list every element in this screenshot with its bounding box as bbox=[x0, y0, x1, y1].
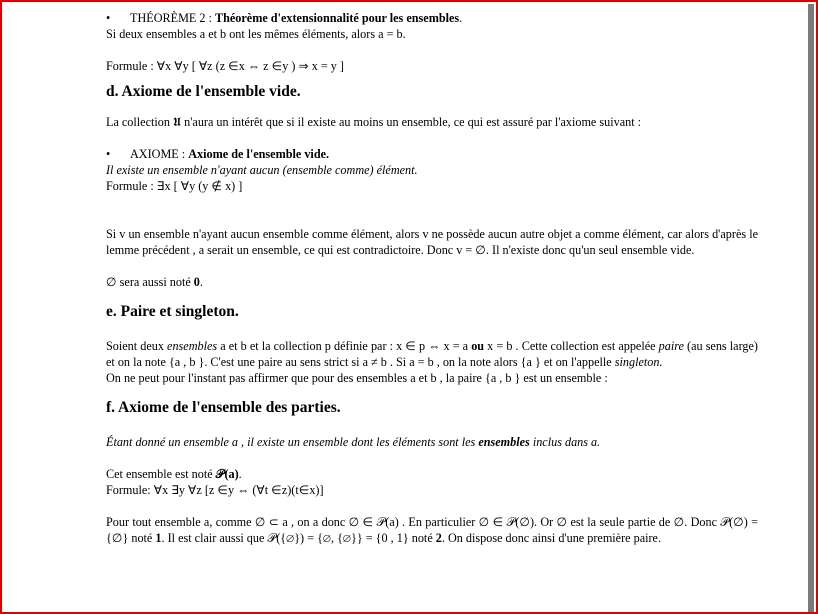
section-f-paragraph: Pour tout ensemble a, comme ∅ ⊂ a , on a donc ∅ ∈ 𝒫(a) . En particulier ∅ ∈ 𝒫(∅). Or ∅ est la seule partie de ∅. Donc 𝒫(∅) = {∅} noté 1. Il est clair aussi que 𝒫({∅}) = {∅, {∅}} = {0 , 1} noté 2. On dispose donc ainsi d'une première paire. bbox=[106, 515, 758, 545]
heading-f: f. Axiome de l'ensemble des parties. bbox=[106, 399, 341, 416]
document-page bbox=[106, 10, 758, 546]
section-f-statement: Étant donné un ensemble a , il existe un ensemble dont les éléments sont les ensembles inclus dans a. bbox=[106, 435, 601, 449]
axiom-empty-set-name: Axiome de l'ensemble vide. bbox=[188, 147, 330, 161]
axiom-empty-set-formula: Formule : ∃x [ ∀y (y ∉ x) ] bbox=[106, 179, 243, 193]
theorem-2-formula: Formule : ∀x ∀y [ ∀z (z ∈x ⇔ z ∈y ) ⇒ x = y ] bbox=[106, 59, 344, 73]
section-e-paragraph-2: On ne peut pour l'instant pas affirmer que pour des ensembles a et b , la paire {a , b } est un ensemble : bbox=[106, 371, 608, 385]
section-d-intro: La collection 𝖀 n'aura un intérêt que si il existe au moins un ensemble, ce qui est assuré par l'axiome suivant : bbox=[106, 115, 642, 129]
section-d-paragraph: Si v un ensemble n'ayant aucun ensemble comme élément, alors v ne possède aucun autre objet a comme élément, car alors d'après le lemme précédent , a serait un ensemble, ce qui est contradictoire. Donc v = ∅. Il n'existe donc qu'un seul ensemble vide. bbox=[106, 227, 758, 257]
axiom-empty-set-title: • AXIOME : Axiome de l'ensemble vide. bbox=[106, 146, 758, 162]
heading-d: d. Axiome de l'ensemble vide. bbox=[106, 83, 301, 100]
heading-e: e. Paire et singleton. bbox=[106, 303, 239, 320]
theorem-2-title: • THÉORÈME 2 : Théorème d'extensionnalité pour les ensembles. bbox=[106, 10, 758, 26]
power-set-note: Cet ensemble est noté 𝒫(a). bbox=[106, 467, 242, 481]
power-set-formula: Formule: ∀x ∃y ∀z [z ∈y ⇔ (∀t ∈z)(t∈x)] bbox=[106, 483, 324, 497]
theorem-2-name: Théorème d'extensionnalité pour les ensembles bbox=[214, 11, 460, 25]
axiom-empty-set-statement: Il existe un ensemble n'ayant aucun (ensemble comme) élément. bbox=[106, 163, 418, 177]
section-e-paragraph-1: Soient deux ensembles a et b et la collection p définie par : x ∈ p ⇔ x = a ou x = b . Cette collection est appelée paire (au sens large) et on la note {a , b }. C'est une paire au sens strict si a ≠ b . Si a = b , on la note alors {a } et on l'appelle singleton. bbox=[106, 339, 758, 369]
empty-set-note: ∅ sera aussi noté 0. bbox=[106, 275, 203, 289]
theorem-2-statement: Si deux ensembles a et b ont les mêmes éléments, alors a = b. bbox=[106, 27, 406, 41]
page-shadow bbox=[808, 4, 814, 614]
